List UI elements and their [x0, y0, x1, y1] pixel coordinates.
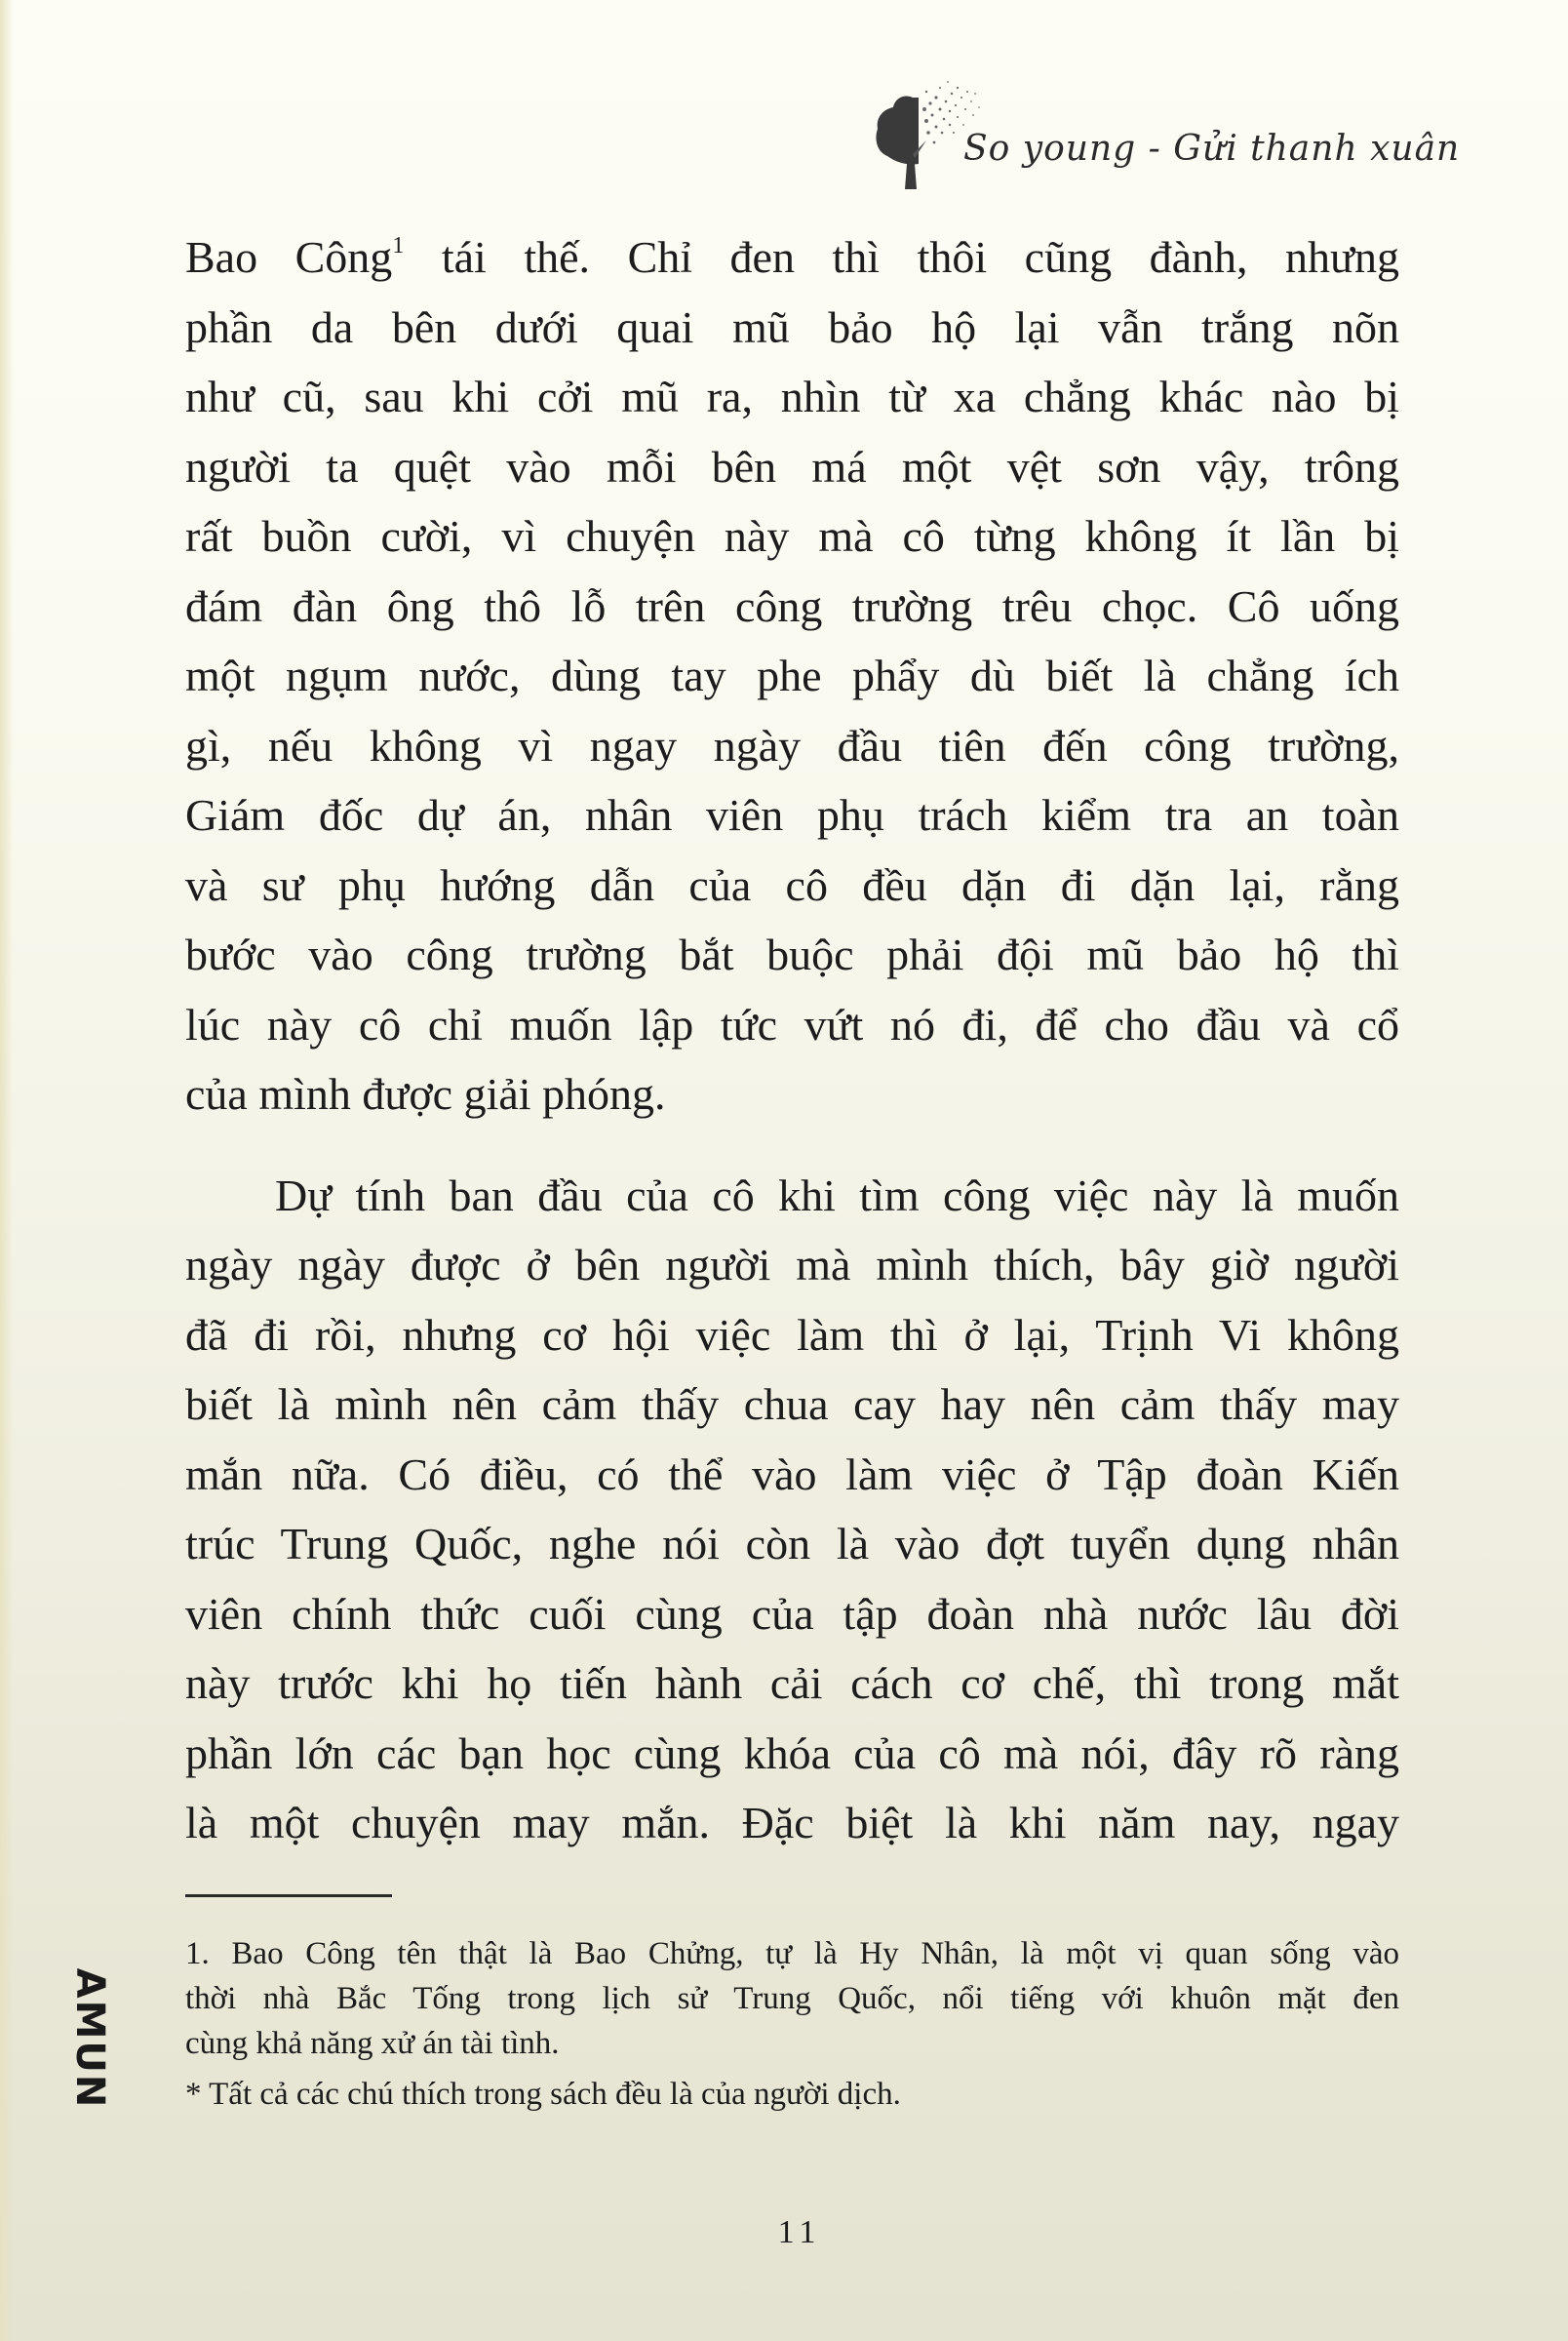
paragraph: [185, 1161, 1399, 1858]
text-line: trúc Trung Quốc, nghe nói còn là vào đợt tuyển dụng nhân: [185, 1519, 1399, 1568]
text-line: bước vào công trường bắt buộc phải đội mũ bảo hộ thì: [185, 930, 1399, 979]
text-line: đám đàn ông thô lỗ trên công trường trêu chọc. Cô uống: [185, 580, 1399, 631]
text-line: biết là mình nên cảm thấy chua cay hay nên cảm thấy may: [185, 1379, 1399, 1429]
footnote-1: [185, 1931, 1399, 2066]
running-header: [868, 68, 1461, 195]
text-line: ngày ngày được ở bên người mà mình thích, bây giờ người: [185, 1240, 1399, 1290]
paragraph: [185, 222, 1399, 1130]
text-line: phần da bên dưới quai mũ bảo hộ lại vẫn trắng nõn: [185, 301, 1399, 352]
footnote-line: 1. Bao Công tên thật là Bao Chửng, tự là Hy Nhân, là một vị quan sống vào: [185, 1936, 1399, 1971]
text-line: [185, 222, 1399, 293]
text-line: phần lớn các bạn học cùng khóa của cô mà nói, đây rõ ràng: [185, 1727, 1399, 1778]
text-fragment: tái thế. Chỉ đen thì thôi cũng đành, nhưng: [404, 232, 1399, 282]
text-line: và sư phụ hướng dẫn của cô đều dặn đi dặn lại, rằng: [185, 859, 1399, 910]
text-line: lúc này cô chỉ muốn lập tức vứt nó đi, để cho đầu và cổ: [185, 999, 1399, 1050]
text-line: như cũ, sau khi cởi mũ ra, nhìn từ xa chẳng khác nào bị: [185, 372, 1399, 421]
text-line: Dự tính ban đầu của cô khi tìm công việc này là muốn: [275, 1170, 1399, 1220]
text-line: người ta quệt vào mỗi bên má một vệt sơn vậy, trông: [185, 441, 1399, 492]
publisher-logo: [60, 1967, 119, 2110]
footnote-line: thời nhà Bắc Tống trong lịch sử Trung Quốc, nổi tiếng với khuôn mặt đen: [185, 1981, 1399, 2016]
translator-note: * Tất cả các chú thích trong sách đều là của người dịch.: [185, 2077, 901, 2112]
body-text: [185, 222, 1399, 1858]
running-header-title: So young - Gửi thanh xuân: [963, 129, 1461, 169]
text-line: của mình được giải phóng.: [185, 1069, 666, 1119]
text-line: rất buồn cười, vì chuyện này mà cô từng không ít lần bị: [185, 511, 1399, 561]
footnote-divider: [185, 1894, 392, 1897]
text-line: là một chuyện may mắn. Đặc biệt là khi năm nay, ngay: [185, 1798, 1399, 1847]
footnote-reference[interactable]: 1: [392, 233, 405, 258]
text-line: đã đi rồi, nhưng cơ hội việc làm thì ở lại, Trịnh Vi không: [185, 1309, 1399, 1360]
text-line: viên chính thức cuối cùng của tập đoàn nhà nước lâu đời: [185, 1588, 1399, 1639]
text-line: một ngụm nước, dùng tay phe phẩy dù biết là chẳng ích: [185, 651, 1399, 700]
text-line: mắn nữa. Có điều, có thể vào làm việc ở Tập đoàn Kiến: [185, 1448, 1399, 1499]
footnote-line: cùng khả năng xử án tài tình.: [185, 2026, 560, 2061]
text-fragment: Bao Công: [185, 232, 393, 282]
publisher-logo-text: AMUN: [67, 1967, 112, 2110]
text-line: Giám đốc dự án, nhân viên phụ trách kiểm tra an toàn: [185, 790, 1399, 840]
page-number: 11: [777, 2214, 822, 2250]
text-line: này trước khi họ tiến hành cải cách cơ chế, thì trong mắt: [185, 1658, 1399, 1708]
page-gutter-shadow: [0, 0, 14, 2341]
footnotes: [185, 1931, 1399, 2117]
text-line: gì, nếu không vì ngay ngày đầu tiên đến công trường,: [185, 720, 1399, 771]
